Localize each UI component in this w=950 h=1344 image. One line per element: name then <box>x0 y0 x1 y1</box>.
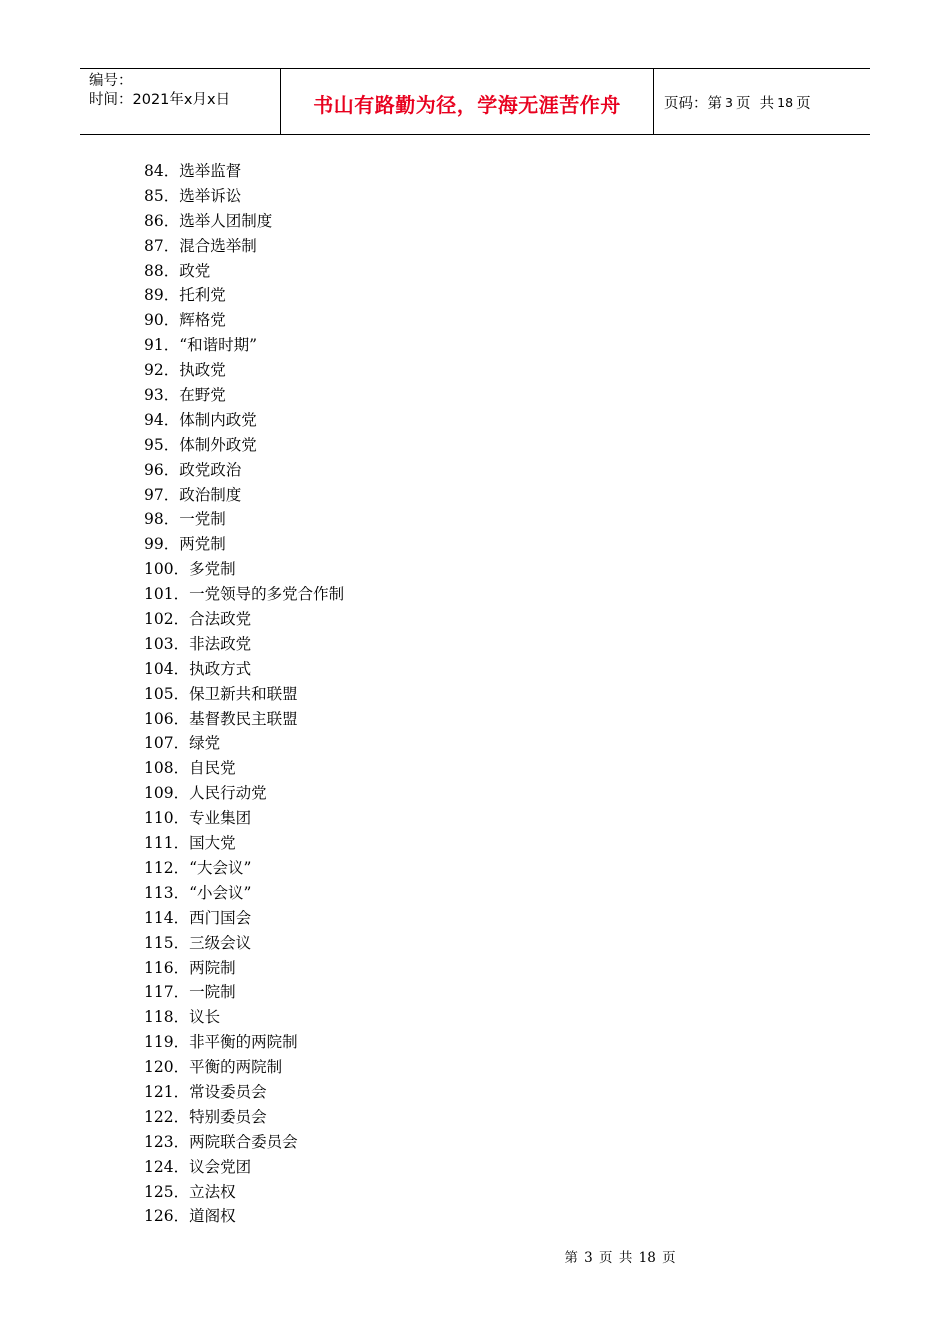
list-item: 100．多党制 <box>144 560 236 579</box>
page-mid: 页 共 <box>735 96 775 112</box>
list-item: 114．西门国会 <box>144 908 252 927</box>
list-item: 125．立法权 <box>144 1182 236 1201</box>
list-item: 84．选举监督 <box>144 162 242 180</box>
list-item: 89．托利党 <box>144 286 226 305</box>
list-item: 123．两院联合委员会 <box>144 1132 298 1151</box>
list-item: 122．特别委员会 <box>144 1107 267 1126</box>
list-item: 117．一院制 <box>144 983 236 1002</box>
list-item: 97．政治制度 <box>144 485 242 504</box>
page-footer: 第 3 页 共 18 页 <box>564 1250 676 1266</box>
list-item: 109．人民行动党 <box>144 784 267 803</box>
list-item: 106．基督教民主联盟 <box>144 709 298 728</box>
list-item: 87．混合选举制 <box>144 236 257 255</box>
page-prefix: 页码：第 <box>664 96 722 112</box>
list-item: 98．一党制 <box>144 510 226 529</box>
list-item: 110．专业集团 <box>144 809 252 828</box>
list-item: 95．体制外政党 <box>144 435 257 454</box>
list-item: 91．“和谐时期” <box>144 336 258 355</box>
list-item: 116．两院制 <box>144 958 236 977</box>
list-item: 101．一党领导的多党合作制 <box>144 585 345 604</box>
page-current: 3 <box>725 95 733 110</box>
header-page-info <box>654 69 870 134</box>
page-suffix: 页 <box>796 96 811 112</box>
list-item: 118．议长 <box>144 1008 221 1027</box>
header-meta <box>80 69 281 134</box>
list-item: 94．体制内政党 <box>144 410 257 429</box>
page-header <box>80 68 870 135</box>
list-item: 96．政党政治 <box>144 460 242 479</box>
list-item: 99．两党制 <box>144 535 226 554</box>
list-item: 126．道阁权 <box>144 1207 236 1226</box>
list-item: 115．三级会议 <box>144 933 252 952</box>
list-item: 85．选举诉讼 <box>144 186 242 205</box>
list-item: 102．合法政党 <box>144 610 252 629</box>
list-item: 105．保卫新共和联盟 <box>144 684 298 703</box>
list-item: 93．在野党 <box>144 386 226 405</box>
page-total: 18 <box>777 95 794 110</box>
list-item: 107．绿党 <box>144 734 221 753</box>
list-item: 88．政党 <box>144 261 211 280</box>
list-item: 124．议会党团 <box>144 1157 252 1176</box>
header-motto: 书山有路勤为径，学海无涯苦作舟 <box>281 69 654 134</box>
list-item: 90．辉格党 <box>144 311 226 330</box>
list-item: 103．非法政党 <box>144 634 252 653</box>
list-item: 112．“大会议” <box>144 858 252 877</box>
list-item: 119．非平衡的两院制 <box>144 1033 298 1052</box>
list-item: 120．平衡的两院制 <box>144 1058 283 1077</box>
time-label: 时间：2021年x月x日 <box>89 92 231 108</box>
term-list <box>144 159 344 1229</box>
list-item: 121．常设委员会 <box>144 1082 267 1101</box>
list-item: 113．“小会议” <box>144 883 252 902</box>
list-item: 92．执政党 <box>144 361 226 380</box>
list-item: 86．选举人团制度 <box>144 211 273 230</box>
list-item: 108．自民党 <box>144 759 236 778</box>
number-label: 编号： <box>89 73 133 89</box>
list-item: 111．国大党 <box>144 834 236 853</box>
list-item: 104．执政方式 <box>144 659 252 678</box>
